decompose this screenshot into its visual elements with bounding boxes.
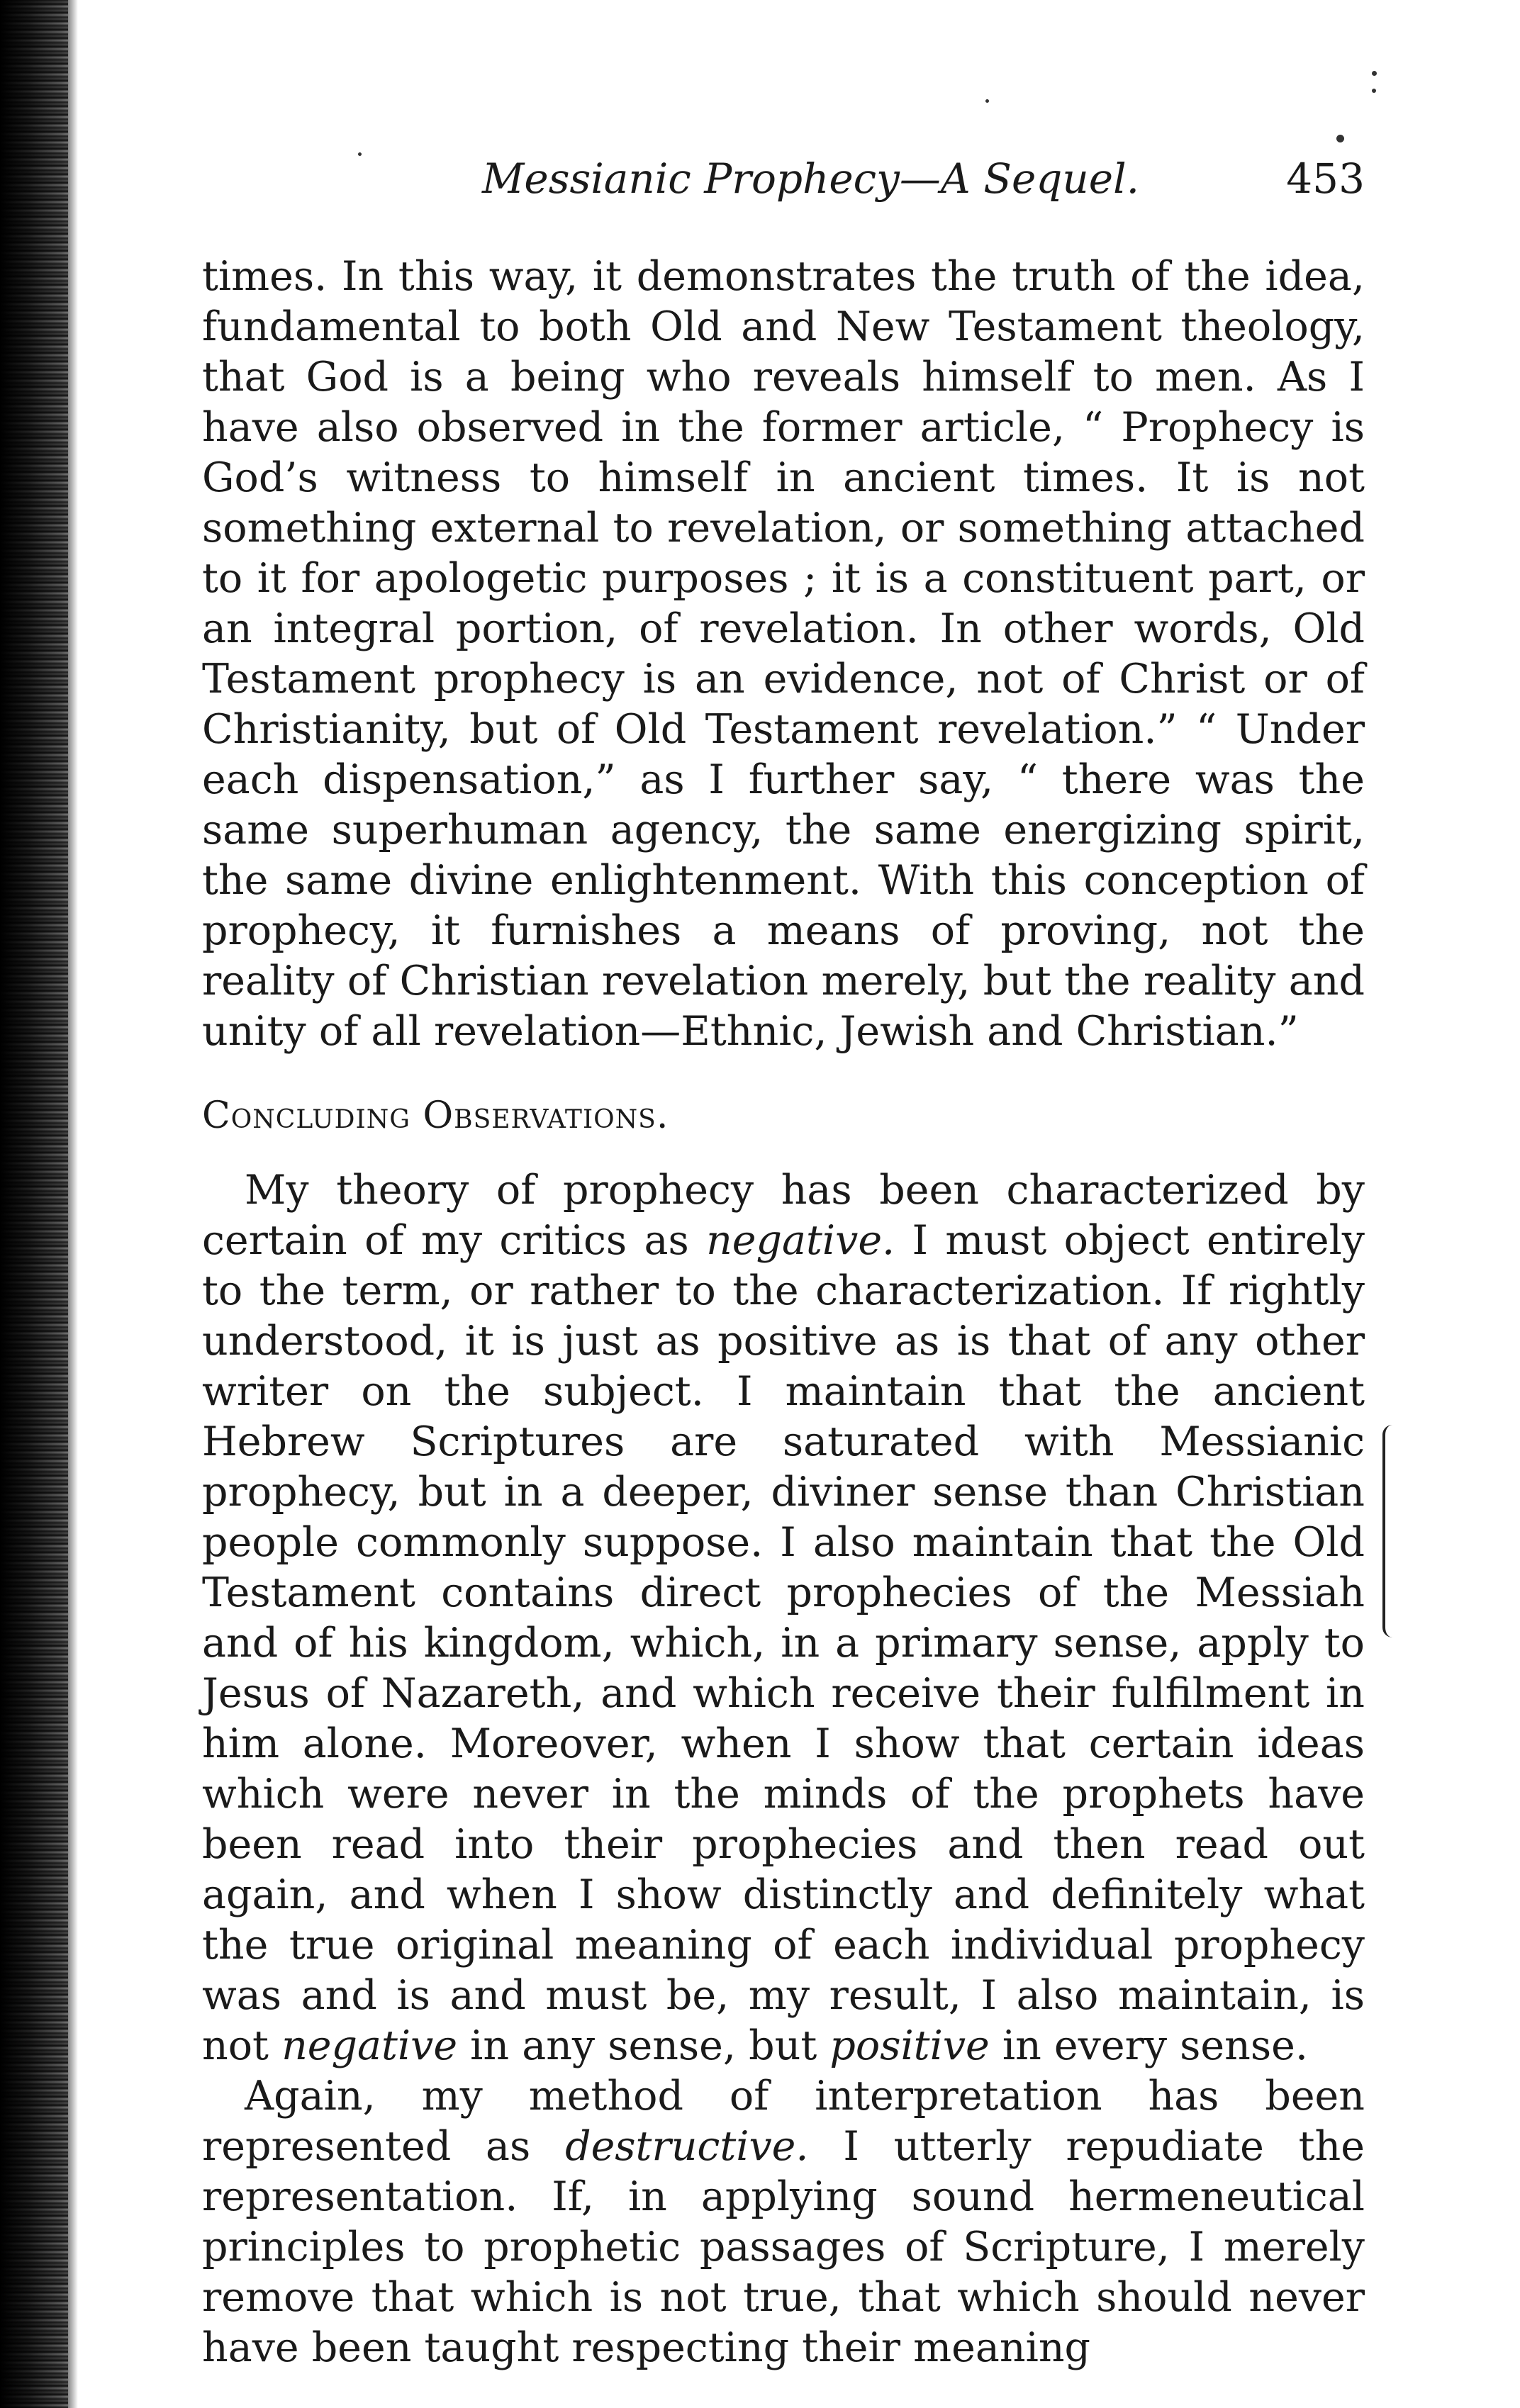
running-title: Messianic Prophecy—A Sequel. bbox=[482, 155, 1140, 203]
margin-pencil-bracket bbox=[1382, 1425, 1402, 1637]
paragraph-method bbox=[202, 2071, 1365, 2373]
paragraph-continuation: times. In this way, it demonstrates the truth of the idea, fundamental to both Old and New Testament theology, that God is a being who reveals himself to men. As I have also observed in the former article, “ Prophecy is God’s witness to himself in ancient times. It is not something external to revelation, or something attached to it for apologetic purposes ; it is a constituent part, or an integral portion, of revelation. In other words, Old Testament prophecy is an evidence, not of Christ or of Christianity, but of Old Testament revelation.” “ Under each dispensation,” as I further say, “ there was the same superhuman agency, the same energizing spirit, the same divine enlightenment. With this conception of prophecy, it furnishes a means of proving, not the reality of Christian revelation merely, but the reality and unity of all revelation—Ethnic, Jewish and Christian.” bbox=[202, 253, 1365, 1055]
emphasis-positive: positive bbox=[829, 2022, 990, 2069]
emphasis-negative: negative. bbox=[706, 1217, 895, 1264]
page-header bbox=[202, 155, 1365, 218]
page-body bbox=[202, 252, 1365, 2373]
emphasis-destructive: destructive. bbox=[565, 2123, 809, 2170]
paragraph-theory bbox=[202, 1165, 1365, 2071]
text-run: Again, my method of interpretation has been represented as bbox=[202, 2073, 1365, 2170]
text-run: in every sense. bbox=[989, 2022, 1308, 2069]
text-run: I must object entirely to the term, or rather to the characterization. If rightly understood, it is just as positive as is that of any other writer on the subject. I maintain that the ancient Hebrew Scriptures are saturated with Messianic prophecy, but in a deeper, diviner sense than Christian people commonly suppose. I also maintain that the Old Testament contains direct prophecies of the Messiah and of his kingdom, which, in a primary sense, apply to Jesus of Nazareth, and which receive their fulfilment in him alone. Moreover, when I show that certain ideas which were never in the minds of the prophets have been read into their prophecies and then read out again, and when I show distinctly and definitely what the true original meaning of each individual prophecy was and is and must be, my result, I also maintain, is not bbox=[202, 1217, 1365, 2069]
print-speck bbox=[1372, 71, 1377, 76]
print-speck bbox=[985, 99, 989, 103]
text-run: My theory of prophecy has been characterized by certain of my critics as bbox=[202, 1167, 1365, 1264]
page-number: 453 bbox=[1286, 155, 1365, 203]
print-speck bbox=[1336, 135, 1344, 142]
section-heading: Concluding Observations. bbox=[202, 1094, 669, 1137]
print-speck bbox=[1372, 89, 1376, 93]
spine-shadow bbox=[68, 0, 78, 2408]
book-spine-edge bbox=[0, 0, 71, 2408]
text-run: I utterly repudiate the representation. If, in applying sound hermeneutical principles to prophetic passages of Scripture, I merely remove that which is not true, that which should never have been taught respecting their meaning bbox=[202, 2123, 1365, 2371]
print-speck bbox=[358, 152, 362, 156]
text-run: in any sense, but bbox=[457, 2022, 830, 2069]
emphasis-negative: negative bbox=[281, 2022, 458, 2069]
